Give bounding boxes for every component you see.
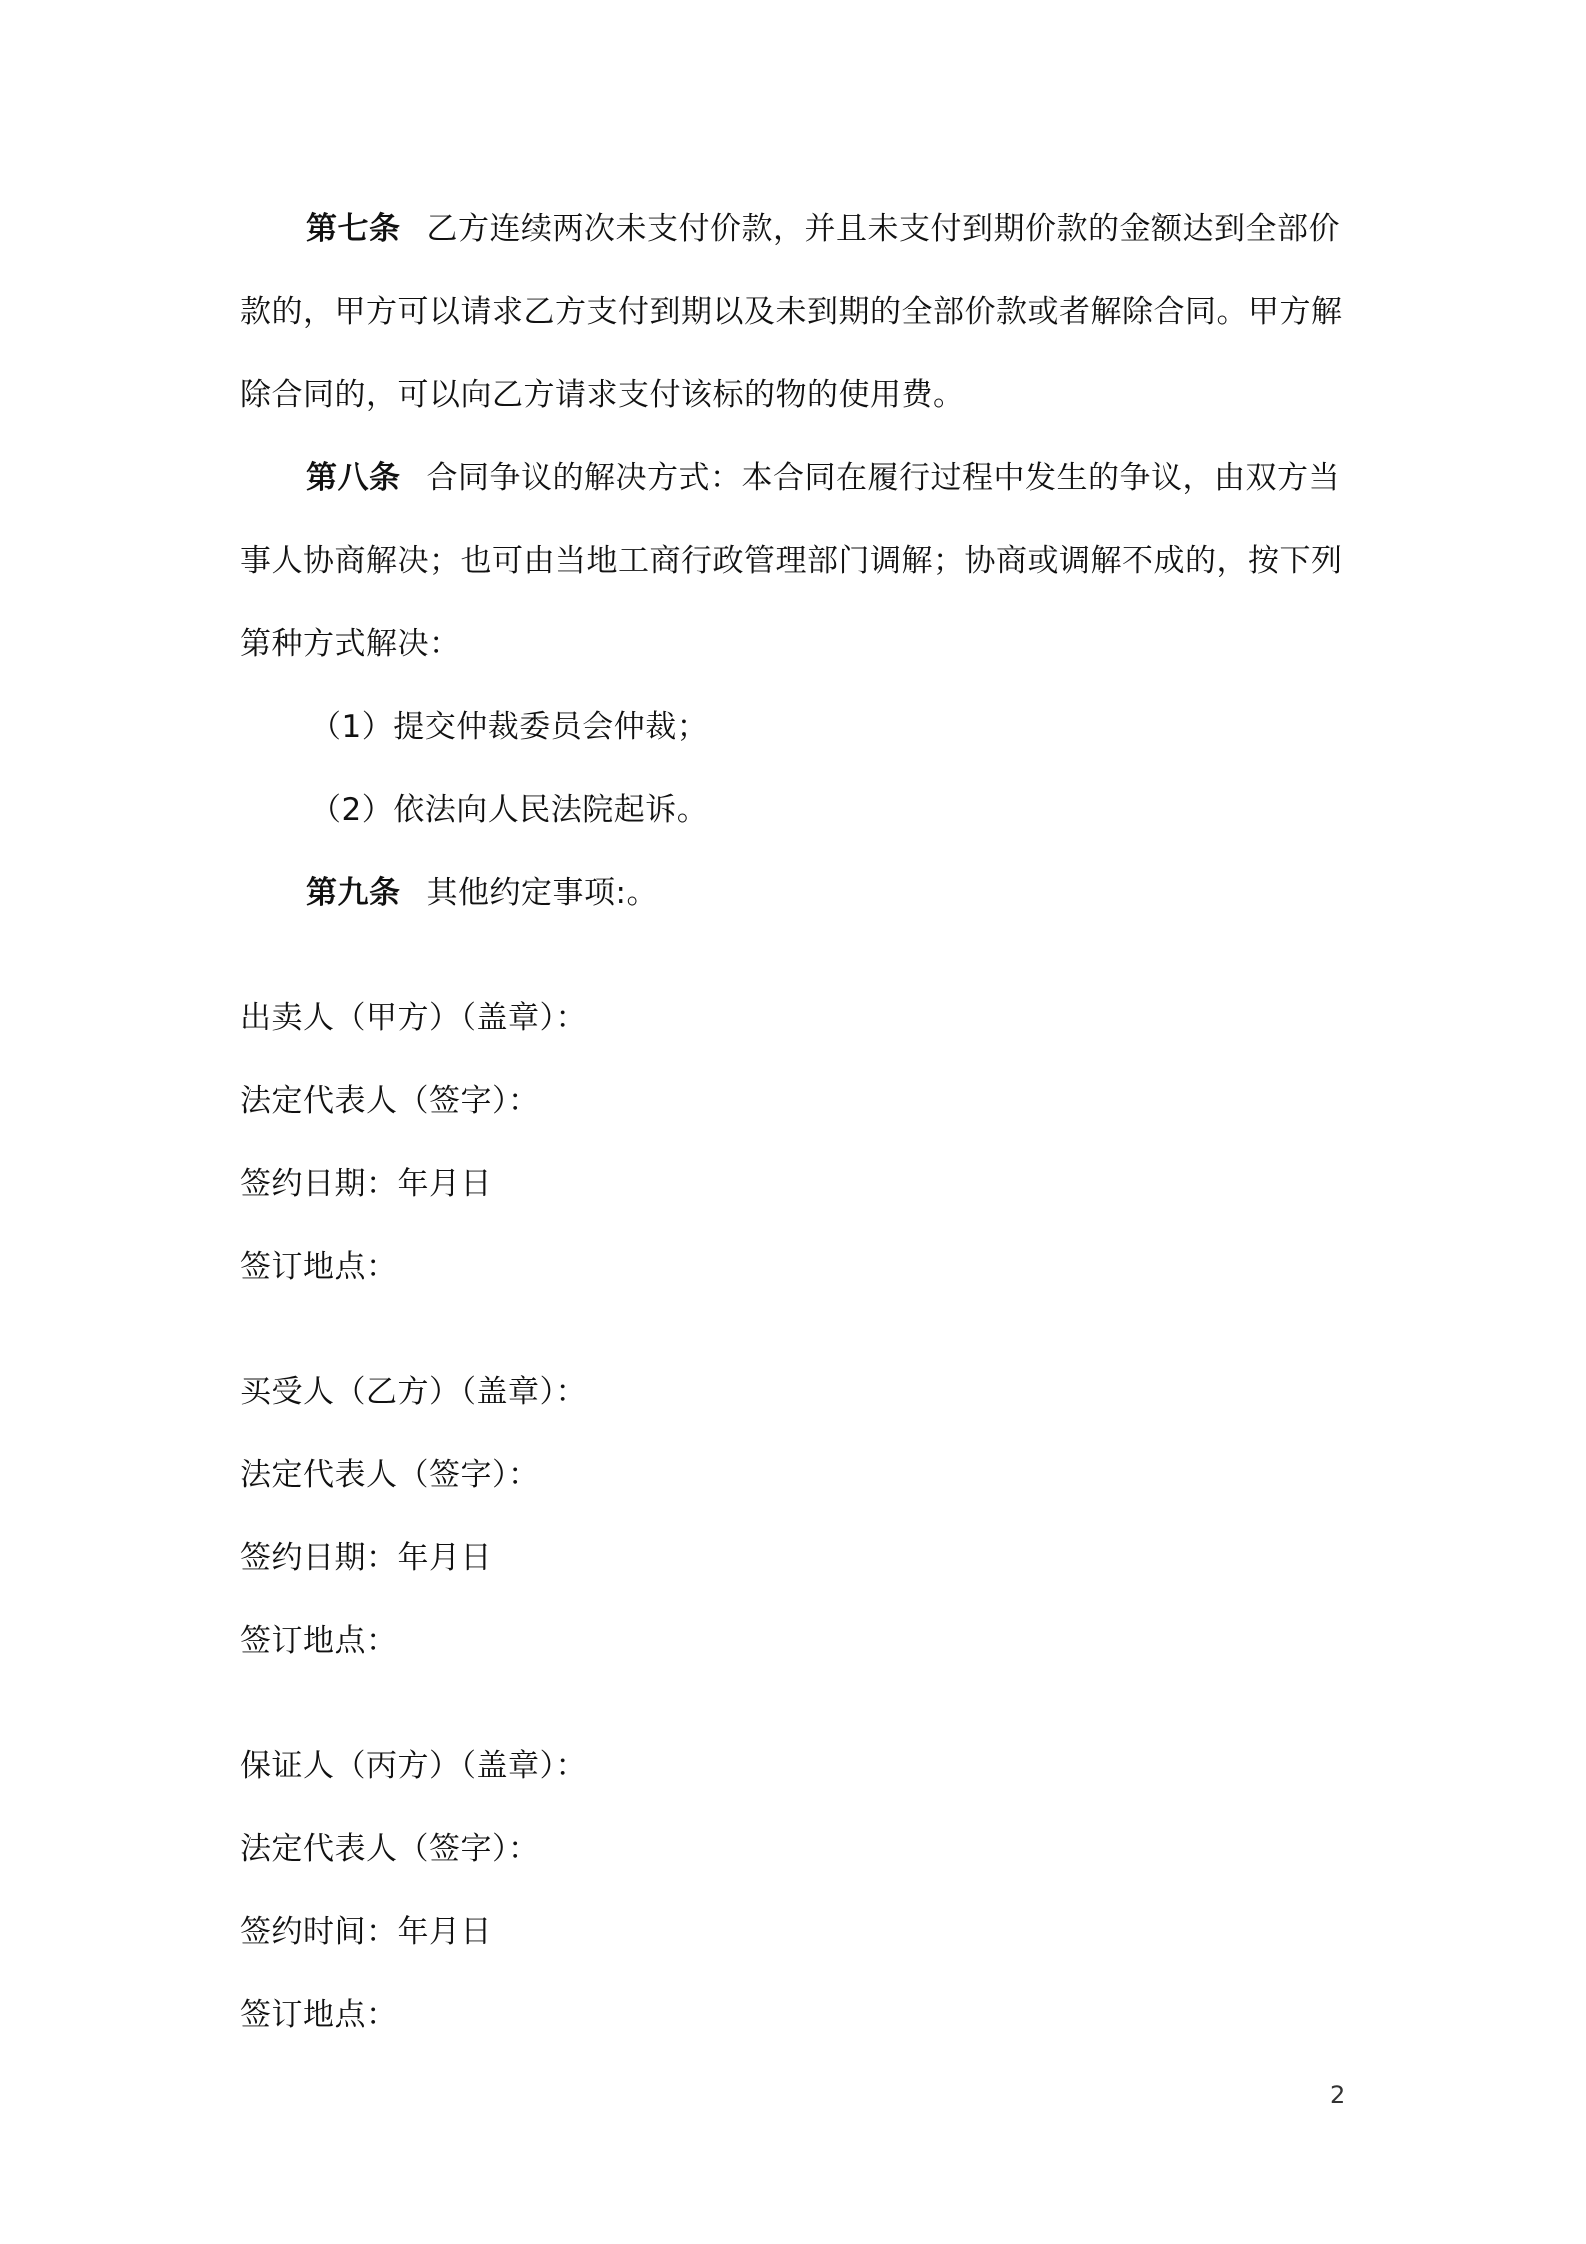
article-9-text: 其他约定事项:。: [426, 875, 658, 911]
article-8-line-2: 事人协商解决；也可由当地工商行政管理部门调解；协商或调解不成的，按下列: [240, 543, 1343, 579]
article-8-label: 第八条: [306, 460, 401, 496]
seller-title: 出卖人（甲方）（盖章）：: [240, 1000, 587, 1036]
seller-place: 签订地点：: [240, 1249, 398, 1285]
article-8-line-3: 第种方式解决：: [240, 626, 461, 662]
seller-representative: 法定代表人（签字）：: [240, 1083, 540, 1119]
article-7-line-2: 款的，甲方可以请求乙方支付到期以及未到期的全部价款或者解除合同。甲方解: [240, 294, 1343, 330]
article-9-label: 第九条: [306, 875, 401, 911]
buyer-place: 签订地点：: [240, 1623, 398, 1659]
list-item: （1）提交仲裁委员会仲裁；: [310, 709, 709, 745]
buyer-date: 签约日期：年月日: [240, 1540, 492, 1576]
article-7-text-1: 乙方连续两次未支付价款，并且未支付到期价款的金额达到全部价: [426, 211, 1340, 247]
buyer-title: 买受人（乙方）（盖章）：: [240, 1374, 587, 1410]
article-7-line-1: [306, 209, 1340, 249]
page-number: 2: [1330, 2081, 1346, 2109]
list-item: （2）依法向人民法院起诉。: [310, 792, 709, 828]
seller-date: 签约日期：年月日: [240, 1166, 492, 1202]
guarantor-representative: 法定代表人（签字）：: [240, 1831, 540, 1867]
guarantor-title: 保证人（丙方）（盖章）：: [240, 1748, 587, 1784]
guarantor-date: 签约时间：年月日: [240, 1914, 492, 1950]
article-8-text-1: 合同争议的解决方式：本合同在履行过程中发生的争议，由双方当: [426, 460, 1340, 496]
article-7-line-3: 除合同的，可以向乙方请求支付该标的物的使用费。: [240, 377, 965, 413]
article-9-line: [306, 873, 658, 913]
article-7-label: 第七条: [306, 211, 401, 247]
article-8-line-1: [306, 458, 1340, 498]
buyer-representative: 法定代表人（签字）：: [240, 1457, 540, 1493]
guarantor-place: 签订地点：: [240, 1997, 398, 2033]
